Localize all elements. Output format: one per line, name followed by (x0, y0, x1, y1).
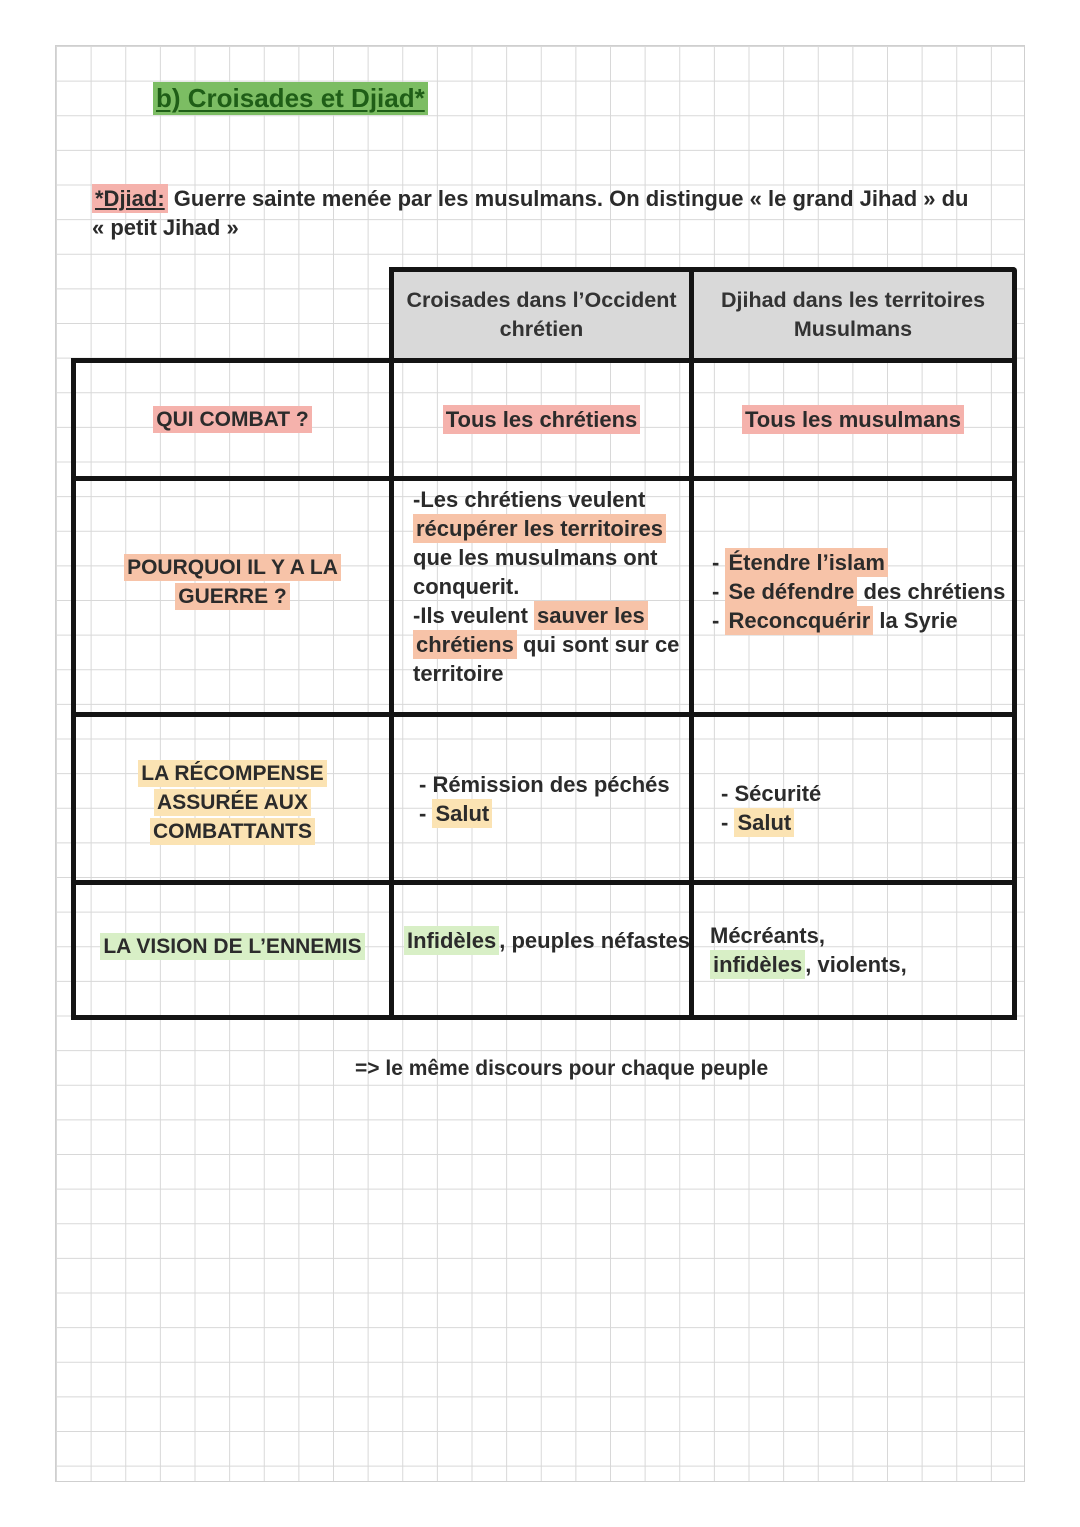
text-line (413, 572, 689, 601)
text-line (721, 779, 1012, 808)
text-line (413, 485, 689, 514)
text-line (413, 514, 689, 543)
cell-pourquoi-djihad (694, 481, 1017, 717)
cell-text: - Sécurité (721, 780, 822, 806)
cell-text-highlight: Salut (432, 799, 492, 828)
cell-text: -Ils veulent (413, 603, 535, 628)
text-line (742, 405, 964, 434)
conclusion: => le même discours pour chaque peuple (355, 1057, 769, 1080)
definition (92, 184, 968, 242)
text-line (712, 577, 1012, 606)
bullet-dash: - (712, 578, 726, 604)
row-label-text: GUERRE ? (175, 583, 290, 610)
row-label-text: COMBATTANTS (150, 818, 315, 845)
column-header-croisades: Croisades dans l’Occident chrétien (394, 272, 694, 358)
definition-text: Guerre sainte menée par les musulmans. On distingue « le grand Jihad » du (167, 186, 969, 211)
cell-text-highlight: Se défendre (725, 577, 857, 606)
row-label-text: POURQUOI IL Y A LA (124, 554, 341, 581)
cell-text-highlight: Infidèles (404, 926, 499, 955)
cell-text: que les musulmans ont (413, 545, 658, 570)
cell-text-highlight: Étendre l’islam (725, 548, 888, 577)
cell-text: territoire (413, 661, 504, 686)
cell-text: conquerit. (413, 574, 520, 599)
text-line (419, 770, 689, 799)
row-label-text: LA RÉCOMPENSE (138, 760, 326, 787)
row-label-text: LA VISION DE L’ENNEMIS (100, 933, 364, 960)
text-line (710, 950, 1012, 979)
cell-text: qui sont sur ce (516, 632, 680, 657)
cell-qui-combat-djihad (694, 363, 1017, 481)
text-line (175, 582, 290, 611)
cell-recompense-croisades (394, 717, 694, 885)
text-line (153, 405, 311, 434)
text-line (138, 759, 326, 788)
bullet-dash: - (721, 809, 735, 835)
text-line (710, 921, 1012, 950)
text-line (100, 932, 364, 961)
cell-text-highlight: infidèles (710, 950, 805, 979)
cell-text: , peuples néfastes (499, 927, 690, 953)
cell-pourquoi-croisades (394, 481, 694, 717)
cell-text: - Rémission des péchés (419, 771, 670, 797)
cell-text-highlight: chrétiens (413, 630, 517, 659)
cell-text-highlight: sauver les (534, 601, 648, 630)
cell-recompense-djihad (694, 717, 1017, 885)
text-line (712, 548, 1012, 577)
cell-text: la Syrie (873, 607, 958, 633)
cell-vision-croisades (394, 885, 694, 1020)
bullet-dash: - (419, 800, 433, 826)
row-label-text: ASSURÉE AUX (154, 789, 311, 816)
table-header-row (389, 267, 1017, 358)
cell-text-highlight: Reconcquérir (725, 606, 873, 635)
text-line (154, 788, 311, 817)
cell-text-highlight: Salut (734, 808, 794, 837)
row-label-text: QUI COMBAT ? (153, 406, 311, 433)
definition-text: « petit Jihad » (92, 215, 239, 240)
row-label-recompense (76, 717, 394, 885)
text-line (413, 659, 689, 688)
cell-vision-djihad (694, 885, 1017, 1020)
cell-text: des chrétiens (857, 578, 1006, 604)
row-label-qui-combat (76, 363, 394, 481)
column-header-djihad: Djihad dans les territoires Musulmans (720, 288, 986, 341)
cell-text: Tous les chrétiens (443, 405, 641, 434)
text-line (443, 405, 641, 434)
section-title: b) Croisades et Djiad* (153, 82, 428, 115)
cell-text: , violents, (805, 952, 907, 977)
cell-text: Mécréants, (710, 923, 825, 948)
bullet-dash: - (712, 607, 726, 633)
text-line (413, 630, 689, 659)
cell-text: Tous les musulmans (742, 405, 964, 434)
comparison-table (71, 358, 1017, 1020)
text-line (413, 601, 689, 630)
cell-text-highlight: récupérer les territoires (413, 514, 666, 543)
text-line (124, 553, 341, 582)
text-line (413, 543, 689, 572)
text-line (419, 799, 689, 828)
text-line (404, 926, 689, 955)
row-label-pourquoi (76, 481, 394, 717)
bullet-dash: - (712, 549, 726, 575)
cell-qui-combat-croisades (394, 363, 694, 481)
definition-line (92, 184, 968, 213)
cell-text: -Les chrétiens veulent (413, 487, 646, 512)
text-line (712, 606, 1012, 635)
row-label-vision (76, 885, 394, 1020)
text-line (721, 808, 1012, 837)
text-line (150, 817, 315, 846)
definition-term: *Djiad: (92, 184, 168, 213)
definition-line (92, 213, 968, 242)
